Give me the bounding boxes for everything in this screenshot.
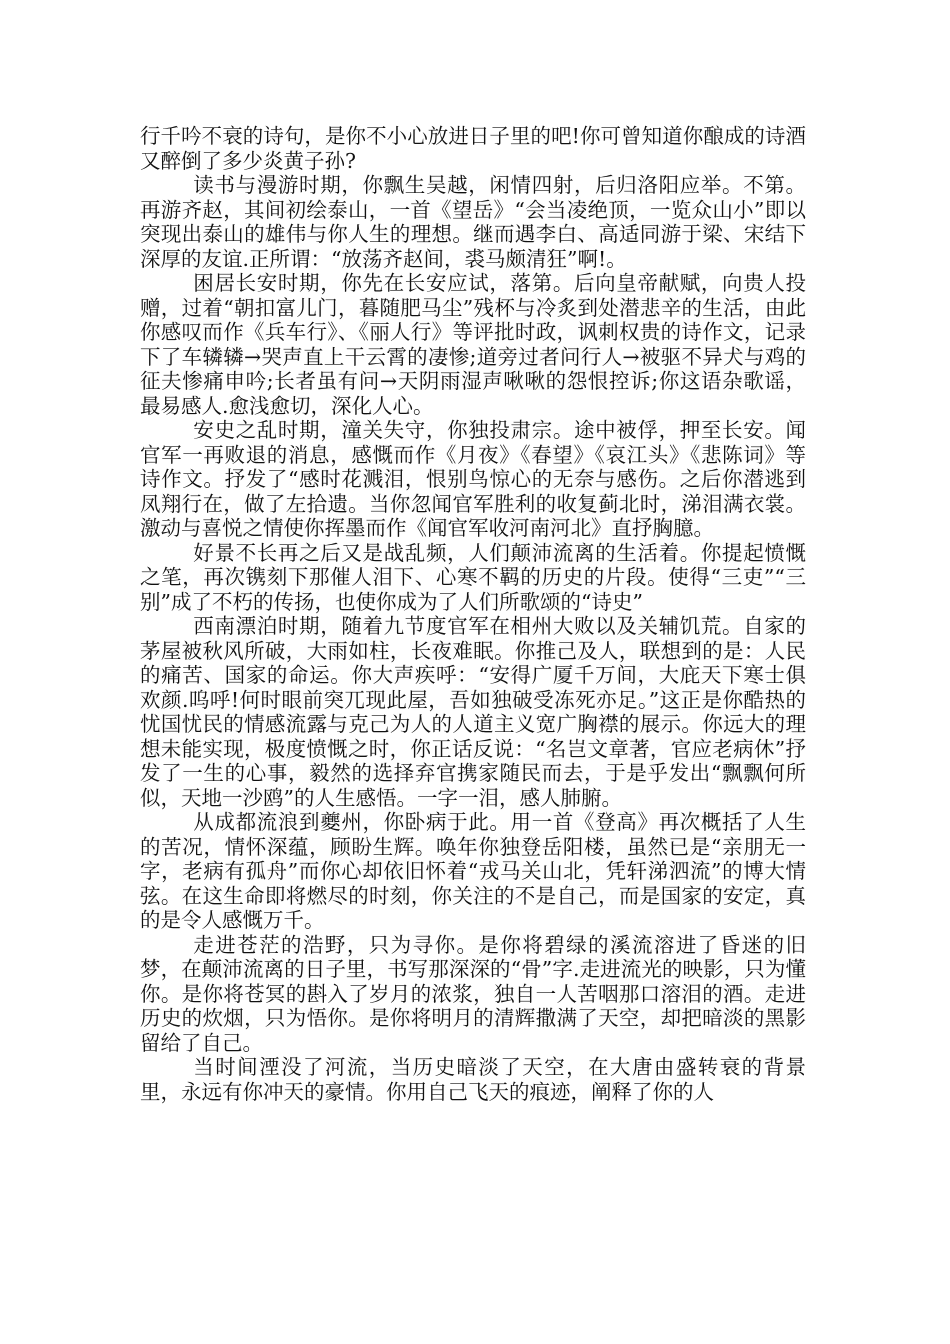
paragraph-seeking-you: 走进苍茫的浩野，只为寻你。是你将碧绿的溪流溶进了昏迷的旧梦，在颠沛流离的日子里，书写那深深的“骨”字.走进流光的映影，只为懂你。是你将苍冥的斟入了岁月的浓浆，独自一人苦咽那口溶泪的酒。走进历史的炊烟，只为悟你。是你将明月的清辉撒满了天空，却把暗淡的黑影留给了自己。: [140, 932, 806, 1055]
paragraph-continuation: 行千吟不衰的诗句，是你不小心放进日子里的吧!你可曾知道你酿成的诗酒又醉倒了多少炎黄子孙?: [140, 124, 806, 173]
paragraph-southwest-wandering: 西南漂泊时期，随着九节度官军在相州大败以及关辅饥荒。自家的茅屋被秋风所破，大雨如柱，长夜难眠。你推己及人，联想到的是：人民的痛苦、国家的命运。你大声疾呼：“安得广厦千万间，大庇天下寒士俱欢颜.呜呼!何时眼前突兀现此屋，吾如独破受冻死亦足。”这正是你酷热的忧国忧民的情感流露与克己为人的人道主义宽广胸襟的展示。你远大的理想未能实现，极度愤慨之时，你正话反说：“名岂文章著，官应老病休”抒发了一生的心事，毅然的选择弃官携家随民而去，于是乎发出“飘飘何所似，天地一沙鸥”的人生感悟。一字一泪，感人肺腑。: [140, 614, 806, 810]
paragraph-study-travel: 读书与漫游时期，你飘生吴越，闲情四射，后归洛阳应举。不第。再游齐赵，其间初绘泰山，一首《望岳》“会当凌绝顶，一览众山小”即以突现出泰山的雄伟与你人生的理想。继而遇李白、高适同游于梁、宋结下深厚的友谊.正所谓：“放荡齐赵间，裘马颇清狂”啊!。: [140, 173, 806, 271]
paragraph-war-history: 好景不长再之后又是战乱频，人们颠沛流离的生活着。你提起愤慨之笔，再次镌刻下那催人泪下、心寒不羁的历史的片段。使得“三吏”“三别”成了不朽的传扬，也使你成为了人们所歌颂的“诗史”: [140, 540, 806, 614]
paragraph-changan: 困居长安时期，你先在长安应试，落第。后向皇帝献赋，向贵人投赠，过着“朝扣富儿门，暮随肥马尘”残杯与冷炙到处潜悲辛的生活，由此你感叹而作《兵车行》、《丽人行》等评批时政，讽刺权贵的诗作文，记录下了车辚辚→哭声直上干云霄的凄惨;道旁过者问行人→被驱不异犬与鸡的征夫惨痛申吟;长者虽有问→天阴雨湿声啾啾的怨恨控诉;你这语杂歌谣，最易感人.愈浅愈切，深化人心。: [140, 271, 806, 418]
paragraph-closing: 当时间湮没了河流，当历史暗淡了天空，在大唐由盛转衰的背景里，永远有你冲天的豪情。你用自己飞天的痕迹，阐释了你的人: [140, 1055, 806, 1104]
essay-body: [140, 124, 806, 1104]
paragraph-kuizhou: 从成都流浪到夔州，你卧病于此。用一首《登高》再次概括了人生的苦况，情怀深蕴，顾盼生辉。唤年你独登岳阳楼，虽然已是“亲朋无一字，老病有孤舟”而你心却依旧怀着“戎马关山北，凭轩涕泗流”的博大情弦。在这生命即将燃尽的时刻，你关注的不是自己，而是国家的安定，真的是令人感慨万千。: [140, 810, 806, 932]
paragraph-anshi-rebellion: 安史之乱时期，潼关失守，你独投肃宗。途中被俘，押至长安。闻官军一再败退的消息，感慨而作《月夜》《春望》《哀江头》《悲陈词》等诗作文。抒发了“感时花溅泪，恨别鸟惊心的无奈与感伤。之后你潜逃到凤翔行在，做了左拾遗。当你忽闻官军胜利的收复蓟北时，涕泪满衣裳。激动与喜悦之情使你挥墨而作《闻官军收河南河北》直抒胸臆。: [140, 418, 806, 540]
